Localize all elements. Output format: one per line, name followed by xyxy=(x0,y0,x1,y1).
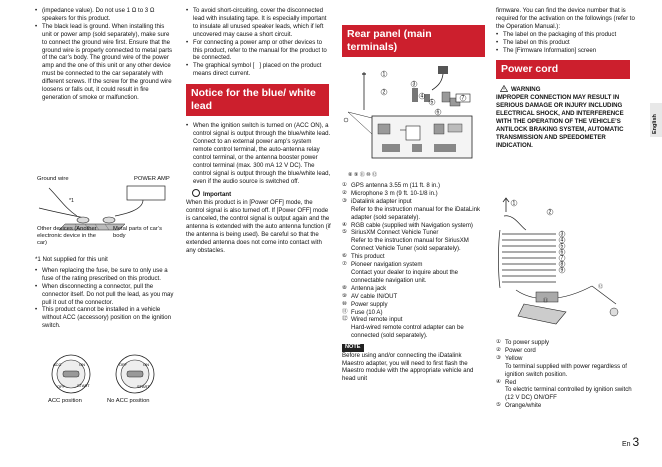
column-1-bottom xyxy=(35,256,175,330)
svg-text:3: 3 xyxy=(412,81,416,88)
column-1 xyxy=(35,7,175,102)
rear-panel-legend xyxy=(342,182,485,340)
list-item: ③ iDatalink adapter input Refer to the instruction manual for the iDataLink adapter (sold separately). xyxy=(342,197,481,221)
other-devices-label: Other devices (Another electronic device in the car) xyxy=(37,226,97,247)
list-item: • For connecting a power amp or other devices to this product, refer to the manual for the product to be connected. xyxy=(186,39,331,63)
ground-wire-figure xyxy=(35,176,175,252)
footnote: *1 Not supplied for this unit xyxy=(35,256,108,263)
section-header-blue-white-lead: Notice for the blue/ white lead xyxy=(186,84,329,116)
list-item: • The label on the packaging of this product xyxy=(496,31,641,39)
svg-text:5: 5 xyxy=(560,243,564,250)
svg-text:1: 1 xyxy=(382,71,386,78)
svg-text:ON: ON xyxy=(143,362,149,367)
section-bullet-list xyxy=(186,122,331,185)
list-item: ④ RGB cable (supplied with Navigation system) xyxy=(342,221,473,229)
list-item: • The label on this product xyxy=(496,39,641,47)
column-2 xyxy=(186,7,331,255)
no-acc-position-label: No ACC position xyxy=(107,398,150,404)
svg-text:⑧ ⑨ ⑪ ⑩ ⑫: ⑧ ⑨ ⑪ ⑩ ⑫ xyxy=(348,172,378,178)
list-item: ⑧ Antenna jack xyxy=(342,284,387,292)
list-item: ③ Yellow To terminal supplied with power regardless of ignition switch position. xyxy=(496,354,627,378)
warning-icon xyxy=(500,85,508,92)
svg-text:5: 5 xyxy=(430,99,434,106)
power-cord-figure xyxy=(496,194,636,336)
svg-text:8: 8 xyxy=(560,261,564,268)
svg-text:4: 4 xyxy=(560,237,564,244)
section-header-rear-panel: Rear panel (main terminals) xyxy=(342,25,485,57)
list-item: ④ Red To electric terminal controlled by ignition switch (12 V DC) ON/OFF xyxy=(496,378,632,402)
power-cord-diagram xyxy=(496,194,636,336)
svg-text:7: 7 xyxy=(461,95,465,102)
note-text: Before using and/or connecting the iDatalink Maestro adapter, you will need to first flash the Maestro module with the appropriate vehicle and head unit xyxy=(342,351,474,383)
svg-text:ACC: ACC xyxy=(53,362,62,367)
column-4 xyxy=(496,7,641,150)
list-item: • (impedance value). Do not use 1 Ω to 3 Ω speakers for this product. xyxy=(35,7,175,23)
svg-text:OFF: OFF xyxy=(57,384,65,389)
acc-switch-icon xyxy=(52,355,90,393)
svg-text:1: 1 xyxy=(512,200,516,207)
svg-text:START: START xyxy=(137,384,150,389)
ignition-switch-figure xyxy=(35,352,175,412)
list-item: ⑤ Orange/white xyxy=(496,402,542,410)
list-item: ⑫ Wired remote input Hard-wired remote control adapter can be connected (sold separately). xyxy=(342,316,464,340)
svg-text:6: 6 xyxy=(560,249,564,256)
important-icon xyxy=(192,189,200,197)
power-amp-label: POWER AMP xyxy=(134,176,170,182)
svg-text:OFF: OFF xyxy=(119,362,127,367)
list-item: ① GPS antenna 3.55 m (11 ft. 8 in.) xyxy=(342,182,440,189)
svg-text:2: 2 xyxy=(548,209,552,216)
important-heading: Important xyxy=(186,189,331,199)
list-item: ① To power supply xyxy=(496,339,550,346)
warning-text: IMPROPER CONNECTION MAY RESULT IN SERIOUS DAMAGE OR INJURY INCLUDING ELECTRICAL SHOCK, AND INTERFERENCE WITH THE OPERATION OF THE VEHICLE’S ANTILOCK BRAKING SYSTEM, AUTOMATIC TRANSMISSION AND SPEEDOMETER INDICATION. xyxy=(496,94,624,149)
no-acc-switch-icon xyxy=(116,355,154,393)
metal-parts-label: Metal parts of car’s body xyxy=(113,226,163,240)
list-item: • When the ignition switch is turned on (ACC ON), a control signal is output through the blue/white lead. Connect to an external power amp’s system remote control terminal, the auto-antenna relay control terminal, or the antenna booster power control terminal (max. 300 mA 12 V DC). The control signal is output through the blue/white lead, even if the audio source is switched off. xyxy=(186,122,331,185)
bullet-list-bottom xyxy=(35,267,175,330)
language-tab-label: English xyxy=(652,114,658,134)
svg-text:START: START xyxy=(77,383,90,388)
section-header-power-cord: Power cord xyxy=(496,60,630,79)
acc-position-label: ACC position xyxy=(48,398,82,404)
list-item: ② Power cord xyxy=(496,346,536,354)
bullet-list-top xyxy=(35,7,175,102)
list-item: • When disconnecting a connector, pull the connector itself. Do not pull the lead, as you may pull it out of the connector. xyxy=(35,283,175,307)
list-item: • The graphical symbol [ ] placed on the product means direct current. xyxy=(186,62,331,78)
ignition-switch-diagram xyxy=(35,352,175,398)
list-item: • This product cannot be installed in a vehicle without ACC (accessory) position on the ignition switch. xyxy=(35,306,175,330)
list-item: ⑪ Fuse (10 A) xyxy=(342,308,383,316)
page-number: En 3 xyxy=(622,435,640,449)
svg-text:6: 6 xyxy=(436,109,440,116)
column-3-list xyxy=(342,182,485,383)
note-heading xyxy=(342,343,485,352)
footnote-marker: *1 xyxy=(69,198,75,204)
column-4-list xyxy=(496,339,641,410)
list-item: ⑦ Pioneer navigation system Contact your dealer to inquire about the connectable navigation unit. xyxy=(342,261,459,284)
rear-panel-figure xyxy=(342,60,485,178)
svg-text:4: 4 xyxy=(420,93,424,100)
list-item: ⑨ AV cable IN/OUT xyxy=(342,292,398,300)
svg-text:9: 9 xyxy=(560,267,564,274)
firmware-intro: firmware. You can find the device number that is required for the activation on the followings (refer to the Operation Manual.): xyxy=(496,7,635,30)
list-item: ⑥ This product xyxy=(342,253,385,261)
note-badge: NOTE xyxy=(342,344,364,352)
svg-text:3: 3 xyxy=(560,231,564,238)
svg-text:⑪: ⑪ xyxy=(543,298,549,304)
power-cord-legend xyxy=(496,339,641,410)
firmware-bullets xyxy=(496,31,641,55)
list-item: ② Microphone 3 m (9 ft. 10-1/8 in.) xyxy=(342,189,438,197)
ground-wire-label: Ground wire xyxy=(37,176,69,182)
bullet-list-top xyxy=(186,7,331,78)
important-text: When this product is in [Power OFF] mode, the control signal is also turned off. If [Power OFF] mode is canceled, the control signal is output again and the antenna is extended with the auto antenna function (if the antenna is being used). Be careful so that the extended antenna does not come into contact with any obstacles. xyxy=(186,199,331,254)
list-item: • To avoid short-circuiting, cover the disconnected lead with insulating tape. It is especially important to insulate all unused speaker leads, which if left uncovered may cause a short circuit. xyxy=(186,7,331,39)
list-item: ⑩ Power supply xyxy=(342,300,388,308)
list-item: • The [Firmware Information] screen xyxy=(496,47,641,55)
svg-text:ON: ON xyxy=(79,362,85,367)
list-item: • The black lead is ground. When installing this unit or power amp (sold separately), make sure to connect the ground wire first. Ensure that the ground wire is properly connected to metal parts of the car’s body. The ground wire of the power amp and the one of this unit or any other device must be connected to the car separately with different screws. If the screw for the ground wire loosens or falls out, it could result in fire generation of smoke or malfunction. xyxy=(35,23,175,102)
language-tab xyxy=(650,103,662,137)
svg-text:⑫: ⑫ xyxy=(598,284,604,290)
list-item: ⑤ SiriusXM Connect Vehicle Tuner Refer to the instruction manual for SiriusXM Connect Vehicle Tuner (sold separately). xyxy=(342,229,469,253)
list-item: • When replacing the fuse, be sure to only use a fuse of the rating prescribed on this product. xyxy=(35,267,175,283)
svg-text:2: 2 xyxy=(382,89,386,96)
rear-panel-diagram xyxy=(342,60,485,178)
warning-heading: WARNING xyxy=(496,85,641,94)
svg-text:7: 7 xyxy=(560,255,564,262)
